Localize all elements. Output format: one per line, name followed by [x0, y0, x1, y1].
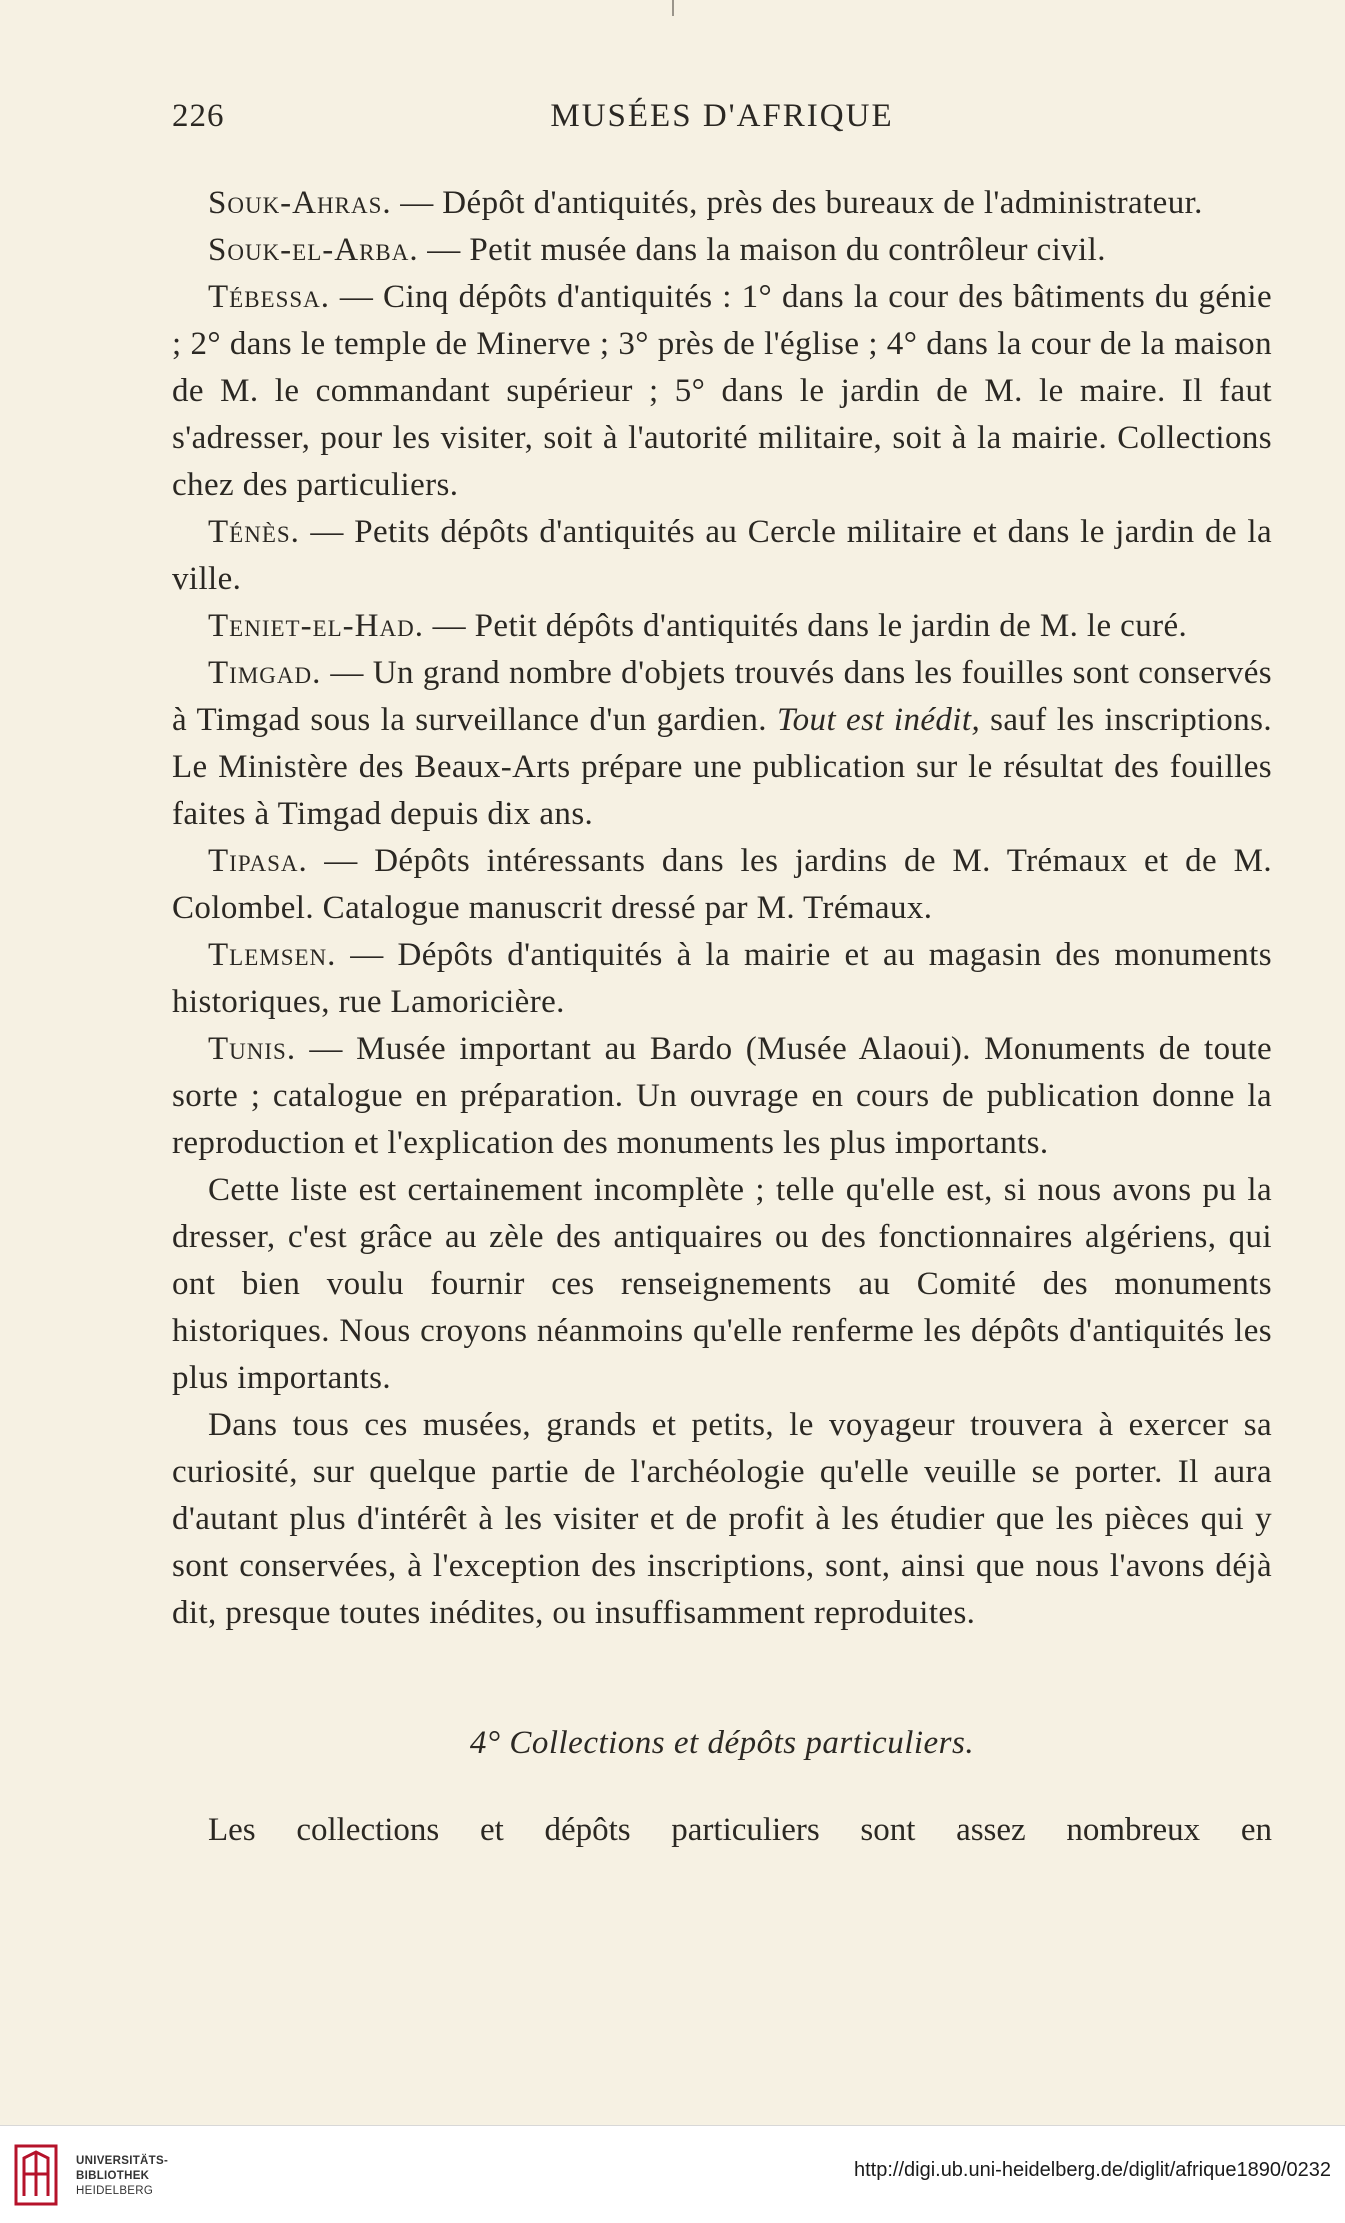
entry-tenes [172, 509, 1272, 603]
place-name: Teniet-el-Had. [208, 608, 424, 644]
section-heading: 4° Collections et dépôts particuliers. [469, 1725, 975, 1761]
entry-text: — Dépôt d'antiquités, près des bureaux de l'administrateur. [391, 185, 1203, 221]
entry-tipasa [172, 838, 1272, 932]
entry-text: — Petit musée dans la maison du contrôleur civil. [418, 232, 1106, 268]
page-edge-mark [672, 0, 674, 16]
place-name: Tipasa. [208, 843, 308, 879]
closing-paragraph: Dans tous ces musées, grands et petits, le voyageur trouvera à exercer sa curiosité, sur quelque partie de l'archéologie qu'elle veuille se porter. Il aura d'autant plus d'intérêt à les visiter et de profit à les étudier que les pièces qui y sont conservées, à l'exception des inscriptions, sont, ainsi que nous l'avons déjà dit, presque toutes inédites, ou insuffisamment reproduites. [172, 1407, 1272, 1631]
entry-timgad [172, 650, 1272, 838]
entry-text: — Dépôts d'antiquités à la mairie et au magasin des monuments historiques, rue Lamoricière. [172, 937, 1272, 1020]
permalink-url[interactable]: http://digi.ub.uni-heidelberg.de/diglit/afrique1890/0232 [853, 2159, 1331, 2181]
entry-text: — Dépôts intéressants dans les jardins de M. Trémaux et de M. Colombel. Catalogue manuscrit dressé par M. Trémaux. [172, 843, 1272, 926]
entry-text: — Cinq dépôts d'antiquités : 1° dans la cour des bâtiments du génie ; 2° dans le temple de Minerve ; 3° près de l'église ; 4° dans la cour de la maison de M. le commandant supérieur ; 5° dans le jardin de M. le maire. Il faut s'adresser, pour les visiter, soit à l'autorité militaire, soit à la mairie. Collections chez des particuliers. [172, 279, 1272, 503]
entry-text: — Un grand nombre d'objets trouvés dans les fouilles sont conservés à Timgad sous la surveillance d'un gardien. [172, 655, 1272, 738]
entry-teniet-el-had [172, 603, 1272, 650]
entry-text: — Musée important au Bardo (Musée Alaoui). Monuments de toute sorte ; catalogue en préparation. Un ouvrage en cours de publication donne la reproduction et l'explication des monuments les plus importants. [172, 1031, 1272, 1161]
place-name: Ténès. [208, 514, 300, 550]
place-name: Tébessa. [208, 279, 331, 315]
university-library-logo-icon[interactable] [14, 2144, 58, 2206]
place-name: Souk-Ahras. [208, 185, 392, 221]
library-footer [0, 2125, 1345, 2223]
library-name-line: BIBLIOTHEK [76, 2170, 150, 2182]
library-name [76, 2154, 168, 2199]
running-head [172, 98, 1272, 143]
continued-paragraph: Les collections et dépôts particuliers sont assez nombreux en [208, 1812, 1272, 1848]
closing-paragraph: Cette liste est certainement incomplète ; telle qu'elle est, si nous avons pu la dresser, c'est grâce au zèle des antiquaires ou des fonctionnaires algériens, qui ont bien voulu fournir ces renseignements au Comité des monuments historiques. Nous croyons néanmoins qu'elle renferme les dépôts d'antiquités les plus importants. [172, 1172, 1272, 1396]
place-name: Tunis. [208, 1031, 297, 1067]
page-content [172, 98, 1272, 1854]
entry-italic-text: Tout est inédit, [776, 702, 981, 738]
entry-tlemsen [172, 932, 1272, 1026]
entry-text: — Petit dépôts d'antiquités dans le jardin de M. le curé. [423, 608, 1188, 644]
library-name-line: HEIDELBERG [76, 2185, 154, 2197]
library-name-line: UNIVERSITÄTS- [76, 2155, 169, 2167]
entry-souk-ahras [172, 180, 1272, 227]
entry-text: sauf les inscriptions. Le Ministère des Beaux-Arts prépare une publication sur le résultat des fouilles faites à Timgad depuis dix ans. [172, 702, 1272, 832]
place-name: Timgad. [208, 655, 322, 691]
entry-tebessa [172, 274, 1272, 509]
entry-tunis [172, 1026, 1272, 1167]
body-text [172, 180, 1272, 1854]
entry-souk-el-arba [172, 227, 1272, 274]
page-number: 226 [172, 98, 225, 134]
place-name: Souk-el-Arba. [208, 232, 419, 268]
place-name: Tlemsen. [208, 937, 337, 973]
page-header-title: MUSÉES D'AFRIQUE [550, 98, 894, 134]
entry-text: — Petits dépôts d'antiquités au Cercle militaire et dans le jardin de la ville. [172, 514, 1272, 597]
